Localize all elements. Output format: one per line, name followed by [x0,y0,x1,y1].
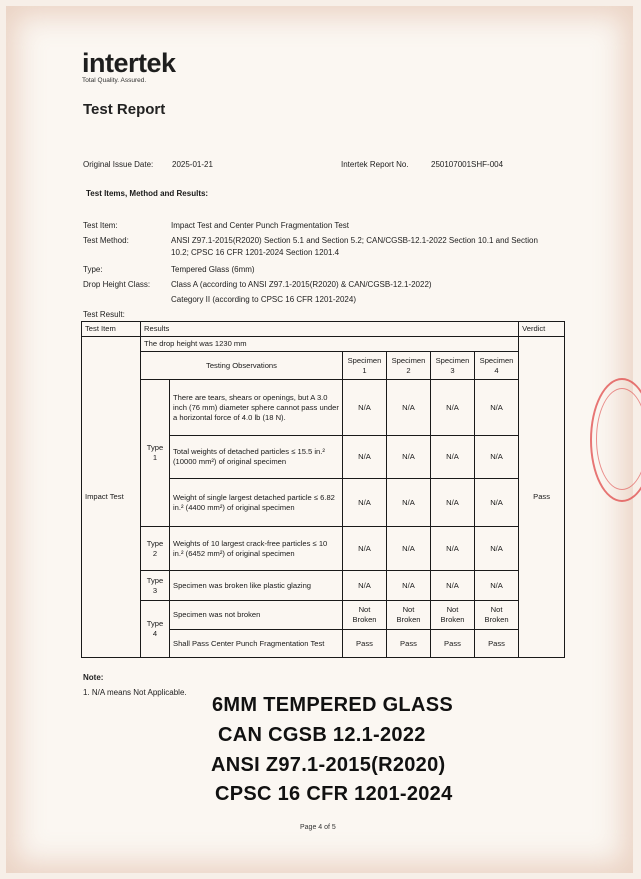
type-2-cell: Type 2 [141,527,170,571]
result-cell: N/A [343,479,387,527]
drop-height-cell: The drop height was 1230 mm [141,337,519,352]
result-cell: N/A [387,380,431,436]
observation-text: There are tears, shears or openings, but A 3.0 inch (76 mm) diameter sphere cannot pass under a horizontal force of 4.0 lb (18 N). [170,380,343,436]
drop-height-label: Drop Height Class: [83,280,151,289]
test-item-field [83,220,553,232]
overlay-line-1: 6MM TEMPERED GLASS [212,694,453,716]
result-cell: N/A [387,479,431,527]
type-label: Type: [83,265,103,274]
report-no-value: 250107001SHF-004 [431,160,504,169]
result-cell: N/A [431,380,475,436]
type-field [83,264,553,276]
result-cell: N/A [343,571,387,601]
result-cell: Pass [431,630,475,658]
overlay-line-2: CAN CGSB 12.1-2022 [218,724,426,746]
impact-test-cell: Impact Test [82,337,141,658]
verdict-cell: Pass [519,337,565,658]
test-result-label: Test Result: [83,310,125,319]
table-row [82,337,565,352]
test-item-value: Impact Test and Center Punch Fragmentation Test [171,221,350,230]
table-row [82,527,565,571]
overlay-line-4: CPSC 16 CFR 1201-2024 [215,783,453,805]
table-row [82,601,565,630]
note-heading: Note: [83,673,104,682]
result-cell: N/A [475,479,519,527]
results-table [81,321,565,658]
result-cell: N/A [475,380,519,436]
table-header-row [82,322,565,337]
type-value: Tempered Glass (6mm) [171,265,255,274]
result-cell: Not Broken [475,601,519,630]
overlay-line-3: ANSI Z97.1-2015(R2020) [211,754,446,776]
drop-height-class-a: Class A (according to ANSI Z97.1-2015(R2020) & CAN/CGSB-12.1-2022) [171,280,432,289]
table-row [82,380,565,436]
note-line: 1. N/A means Not Applicable. [83,688,187,697]
header-results: Results [141,322,519,337]
report-no-label: Intertek Report No. [341,160,409,169]
header-verdict: Verdict [519,322,565,337]
result-cell: N/A [343,527,387,571]
company-seal-inner-ring [596,388,641,490]
logo-tagline: Total Quality. Assured. [82,77,147,84]
intertek-logo [82,50,176,84]
result-cell: Not Broken [343,601,387,630]
result-cell: N/A [475,571,519,601]
result-cell: N/A [387,571,431,601]
result-cell: N/A [343,436,387,479]
observation-text: Specimen was not broken [170,601,343,630]
result-cell: N/A [431,436,475,479]
page-title: Test Report [83,101,166,118]
result-cell: N/A [431,527,475,571]
drop-height-values [171,279,551,306]
observations-header: Testing Observations [141,352,343,380]
observation-text: Shall Pass Center Punch Fragmentation Test [170,630,343,658]
specimen-4-header: Specimen 4 [475,352,519,380]
section-heading: Test Items, Method and Results: [86,189,209,198]
test-method-field [83,235,553,259]
observation-text: Specimen was broken like plastic glazing [170,571,343,601]
specimen-3-header: Specimen 3 [431,352,475,380]
type-3-cell: Type 3 [141,571,170,601]
drop-height-field [83,279,553,303]
type-1-cell: Type 1 [141,380,170,527]
observation-text: Total weights of detached particles ≤ 15.5 in.² (10000 mm²) of original specimen [170,436,343,479]
specimen-2-header: Specimen 2 [387,352,431,380]
result-cell: Pass [387,630,431,658]
result-cell: Pass [343,630,387,658]
test-item-label: Test Item: [83,221,118,230]
issue-date-value: 2025-01-21 [172,160,213,169]
type-4-cell: Type 4 [141,601,170,658]
observation-text: Weight of single largest detached particle ≤ 6.82 in.² (4400 mm²) of original specimen [170,479,343,527]
result-cell: N/A [343,380,387,436]
result-cell: Pass [475,630,519,658]
result-cell: N/A [387,527,431,571]
drop-height-category: Category II (according to CPSC 16 CFR 1201-2024) [171,295,356,304]
result-cell: N/A [431,571,475,601]
page-number: Page 4 of 5 [300,824,336,831]
result-cell: N/A [431,479,475,527]
logo-wordmark: intertek [82,48,176,78]
result-cell: Not Broken [387,601,431,630]
table-row [82,352,565,380]
test-method-label: Test Method: [83,236,129,245]
observation-text: Weights of 10 largest crack-free particles ≤ 10 in.² (6452 mm²) of original specimen [170,527,343,571]
result-cell: N/A [475,436,519,479]
table-row [82,571,565,601]
specimen-1-header: Specimen 1 [343,352,387,380]
result-cell: N/A [475,527,519,571]
issue-date-label: Original Issue Date: [83,160,154,169]
result-cell: N/A [387,436,431,479]
test-method-value: ANSI Z97.1-2015(R2020) Section 5.1 and Section 5.2; CAN/CGSB-12.1-2022 Section 10.1 and Section 10.2; CPSC 16 CFR 1201-2024 Section 1201.4 [171,236,538,257]
header-test-item: Test Item [82,322,141,337]
result-cell: Not Broken [431,601,475,630]
